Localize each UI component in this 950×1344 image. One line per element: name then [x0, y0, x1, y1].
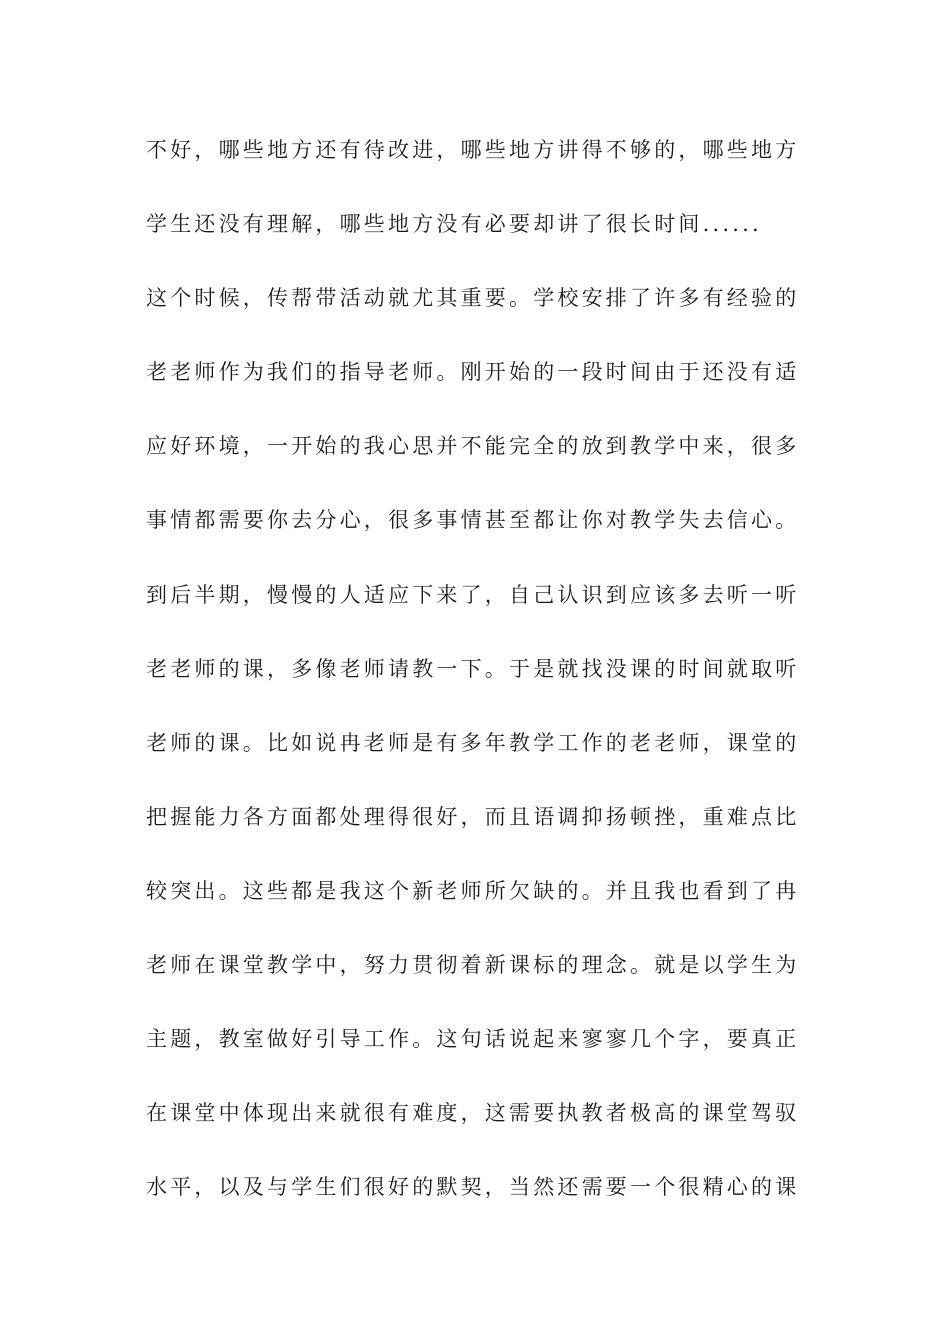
text-line: 老老师作为我们的指导老师。刚开始的一段时间由于还没有适: [146, 360, 800, 385]
text-line: 这个时候，传帮带活动就尤其重要。学校安排了许多有经验的: [146, 286, 800, 311]
text-line: 老师在课堂教学中，努力贯彻着新课标的理念。就是以学生为: [146, 953, 800, 978]
text-line: 在课堂中体现出来就很有难度，这需要执教者极高的课堂驾驭: [146, 1101, 800, 1126]
text-line: 到后半期，慢慢的人适应下来了，自己认识到应该多去听一听: [146, 582, 800, 607]
text-line: 较突出。这些都是我这个新老师所欠缺的。并且我也看到了冉: [146, 878, 800, 903]
text-line: 主题，教室做好引导工作。这句话说起来寥寥几个字，要真正: [146, 1027, 800, 1052]
text-line: 水平，以及与学生们很好的默契，当然还需要一个很精心的课: [146, 1175, 800, 1200]
text-line: 老老师的课，多像老师请教一下。于是就找没课的时间就取听: [146, 656, 800, 681]
text-line: 应好环境，一开始的我心思并不能完全的放到教学中来，很多: [146, 434, 800, 459]
text-line: 学生还没有理解，哪些地方没有必要却讲了很长时间......: [146, 212, 762, 237]
text-line: 不好，哪些地方还有待改进，哪些地方讲得不够的，哪些地方: [146, 138, 800, 162]
text-line: 事情都需要你去分心，很多事情甚至都让你对教学失去信心。: [146, 508, 800, 533]
text-line: 老师的课。比如说冉老师是有多年教学工作的老老师，课堂的: [146, 730, 800, 755]
text-line: 把握能力各方面都处理得很好，而且语调抑扬顿挫，重难点比: [146, 804, 800, 829]
body-text: [146, 128, 816, 1239]
